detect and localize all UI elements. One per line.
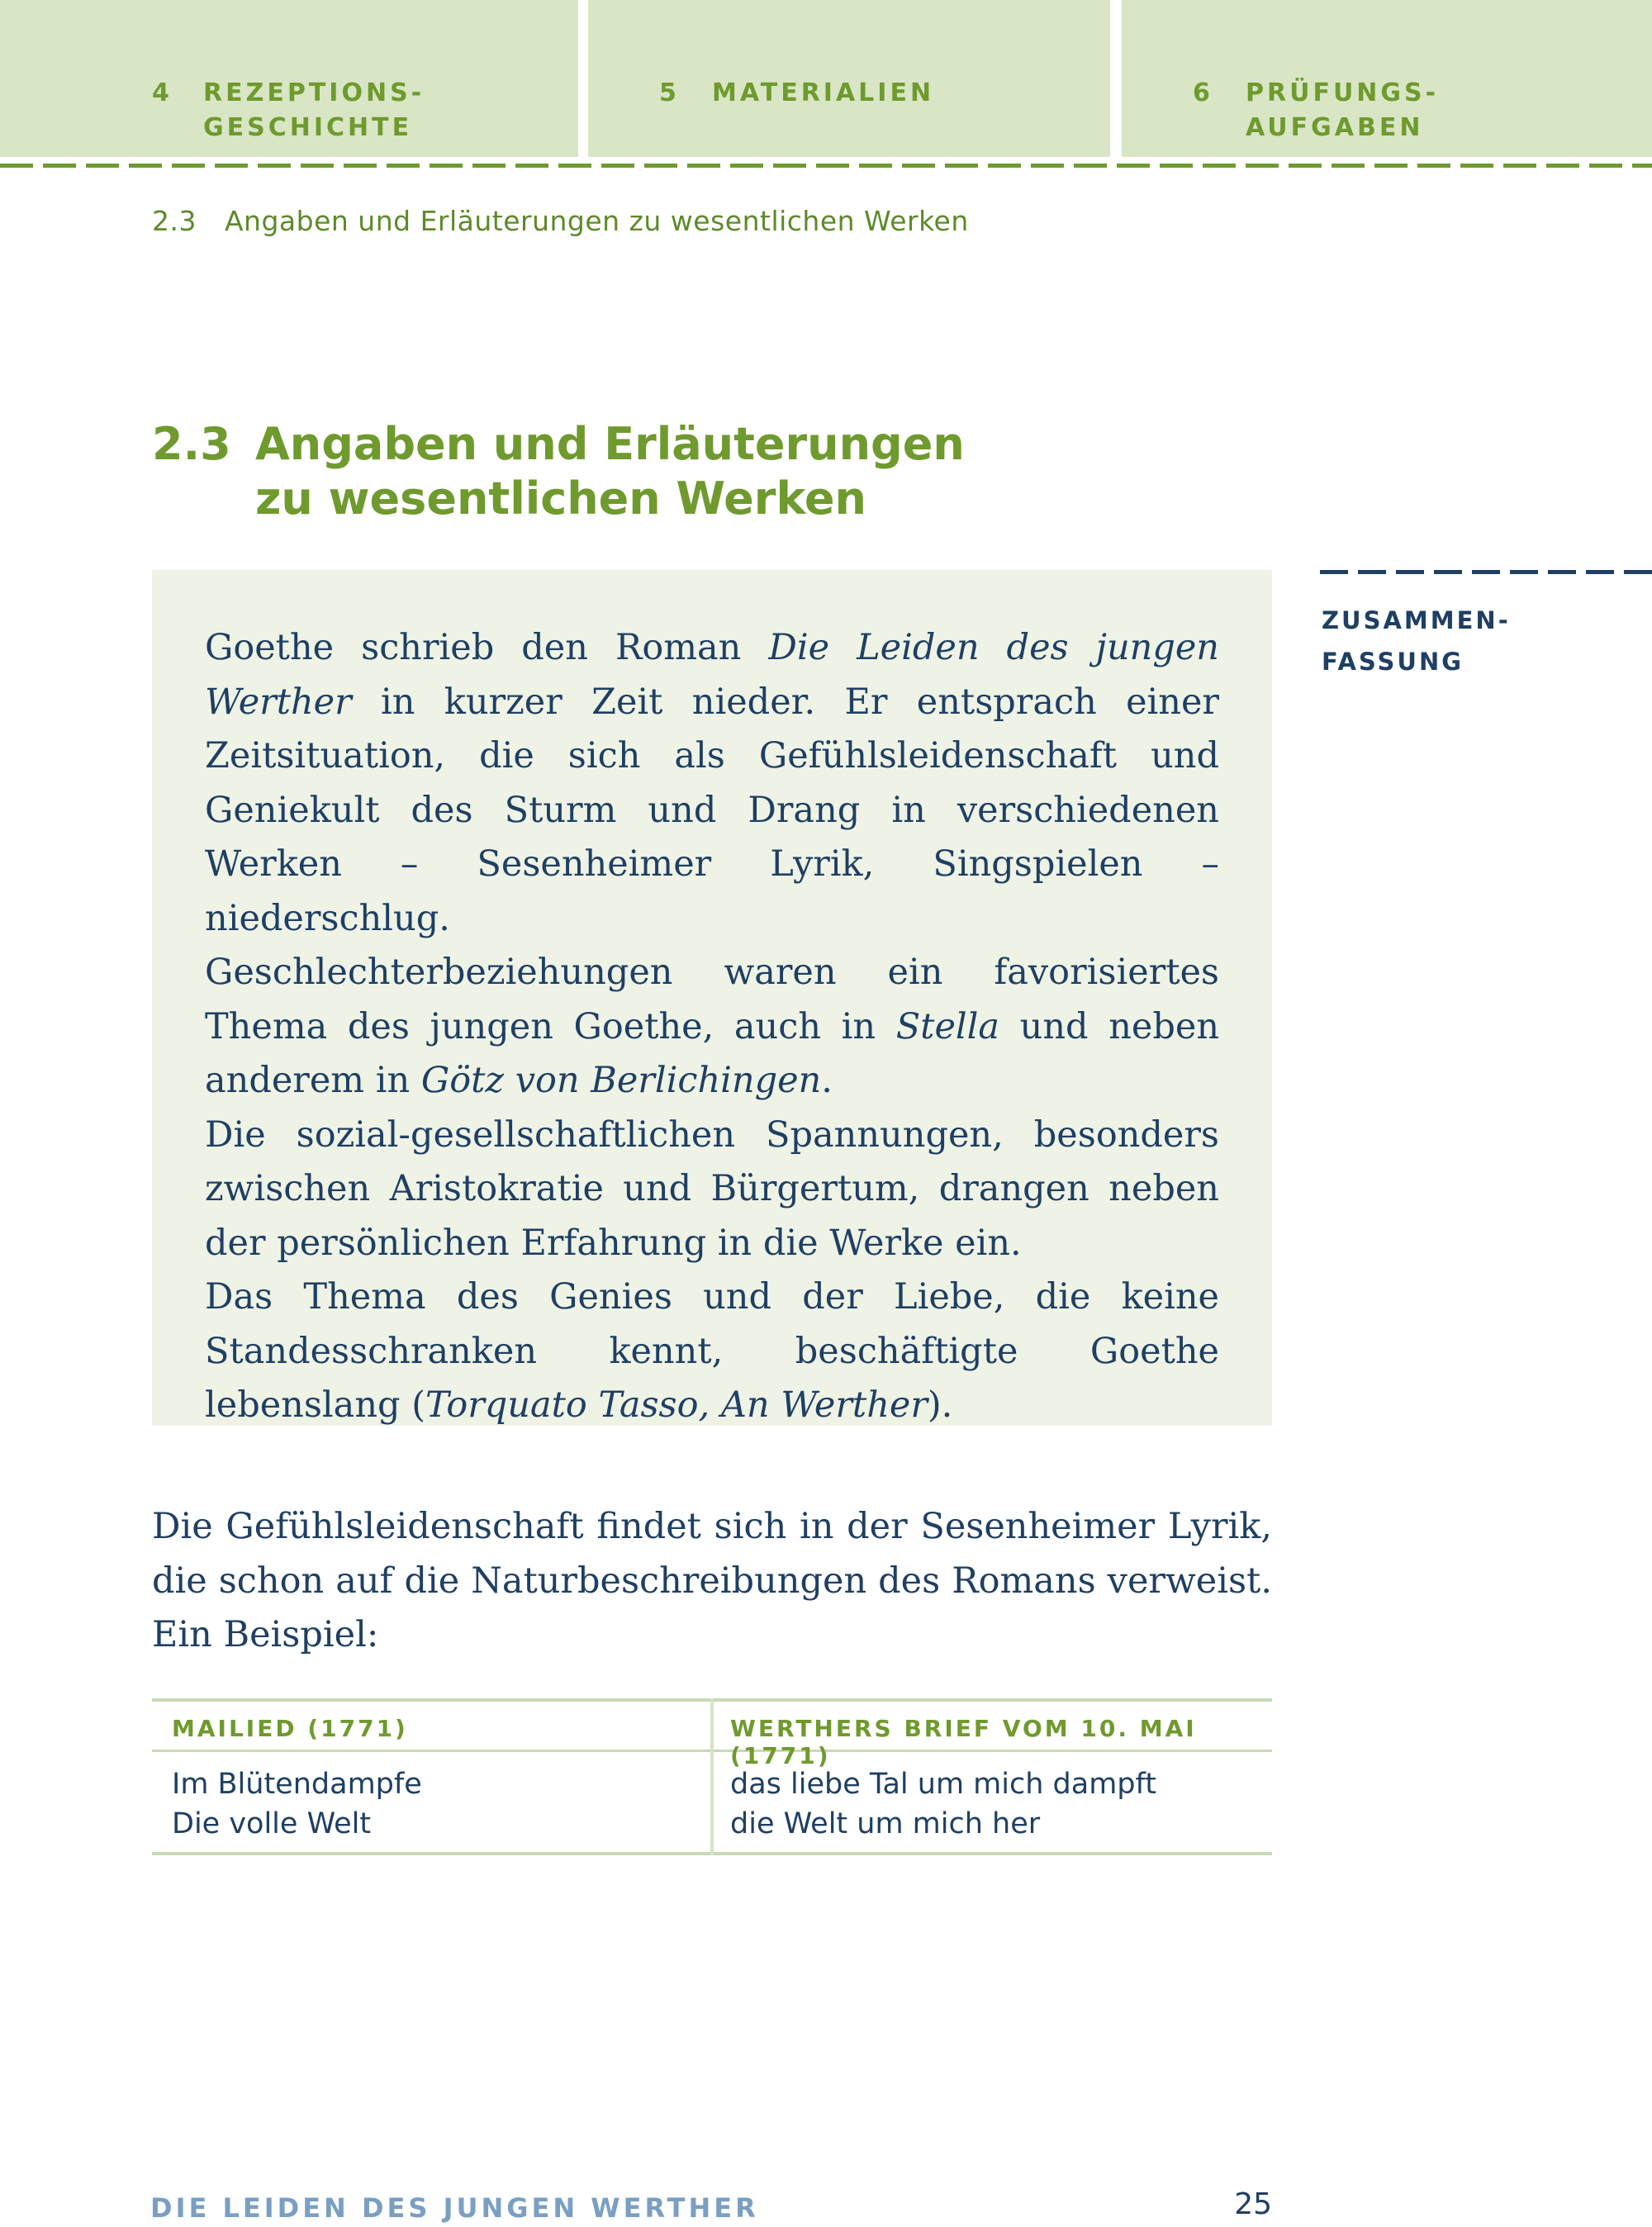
breadcrumb-number: 2.3 [152, 205, 197, 237]
table-header-mailied: MAILIED (1771) [172, 1715, 408, 1742]
summary-paragraph-1 [205, 621, 1219, 946]
summary-p1-a: Goethe schrieb den Roman [205, 627, 769, 668]
breadcrumb [152, 205, 969, 237]
work-title-tasso: Torquato Tasso, An Werther [425, 1384, 928, 1426]
page-number: 25 [1234, 2187, 1272, 2221]
tab-label: MATERIALIEN [712, 78, 935, 107]
summary-p2-a: Geschlechterbeziehungen waren ein favorisiertes Thema des jungen Goethe, auch in [205, 952, 1219, 1047]
table-header-werthers-brief: WERTHERS BRIEF VOM 10. MAI (1771) [730, 1715, 1197, 1769]
tab-number: 4 [152, 78, 173, 107]
tab-pruefungsaufgaben[interactable] [1122, 0, 1652, 157]
summary-text [205, 621, 1219, 1433]
summary-paragraph-3: Die sozial-gesellschaftlichen Spannungen, besonders zwischen Aristokratie und Bürgertum, drangen neben der persönlichen Erfahrung in die Werke ein. [205, 1114, 1219, 1264]
comparison-table [152, 1698, 1272, 1857]
table-cell-werthers-brief: das liebe Tal um mich dampft die Welt um mich her [730, 1768, 1156, 1840]
summary-p1-b: in kurzer Zeit nieder. Er entsprach einer Zeitsituation, die sich als Gefühlsleidenschaft und Geniekult des Sturm und Drang in verschiedenen Werken – Sesenheimer Lyrik, Singspielen – niederschlug. [205, 681, 1219, 939]
table-column-divider [710, 1698, 714, 1855]
summary-paragraph-2 [205, 946, 1219, 1109]
work-title-stella: Stella [895, 1005, 1000, 1047]
tab-materialien[interactable] [588, 0, 1110, 157]
summary-p2-c: . [821, 1060, 833, 1101]
title-number: 2.3 [152, 418, 231, 470]
margin-label-zusammenfassung: ZUSAMMEN- FASSUNG [1322, 606, 1511, 676]
footer-book-title: DIE LEIDEN DES JUNGEN WERTHER [150, 2192, 759, 2224]
summary-paragraph-4 [205, 1270, 1219, 1433]
header-divider [0, 164, 1652, 168]
body-paragraph: Die Gefühlsleidenschaft findet sich in der Sesenheimer Lyrik, die schon auf die Naturbeschreibungen des Romans verweist. Ein Beispiel: [152, 1506, 1272, 1655]
margin-divider [1320, 570, 1652, 574]
breadcrumb-text: Angaben und Erläuterungen zu wesentlichen Werken [224, 205, 969, 237]
summary-p4-a: Das Thema des Genies und der Liebe, die keine Standesschranken kennt, beschäftigte Goethe lebenslang ( [205, 1276, 1219, 1426]
title-line-2: zu wesentlichen Werken [255, 472, 866, 525]
tab-number: 6 [1193, 78, 1213, 107]
table-cell-mailied: Im Blütendampfe Die volle Welt [172, 1768, 422, 1840]
tab-label: REZEPTIONS- GESCHICHTE [203, 78, 425, 142]
work-title-werther: Die Leiden des jungen Werther [205, 627, 1219, 723]
summary-p2-b: und neben anderem in [205, 1005, 1220, 1101]
tab-rezeptionsgeschichte[interactable] [0, 0, 578, 157]
work-title-goetz: Götz von Berlichingen [420, 1060, 822, 1101]
tab-number: 5 [659, 78, 680, 107]
title-line-1: Angaben und Erläuterungen [255, 418, 965, 470]
tab-label: PRÜFUNGS- AUFGABEN [1246, 78, 1440, 142]
summary-p4-b: ). [927, 1384, 953, 1426]
